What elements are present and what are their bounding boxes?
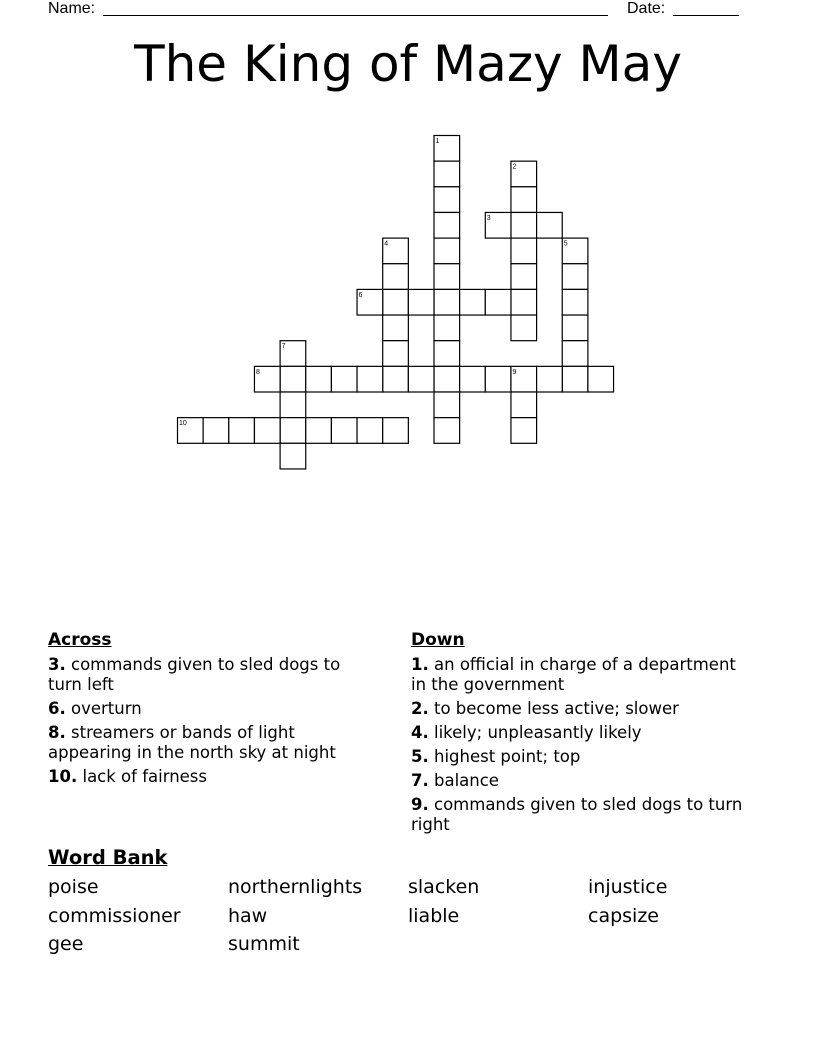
down-clue <box>411 771 751 791</box>
grid-cell[interactable] <box>434 289 460 315</box>
name-label: Name: <box>48 0 96 17</box>
across-clue-number: 10. <box>48 767 78 786</box>
down-clue-number: 5. <box>411 747 429 766</box>
grid-cell[interactable] <box>331 366 357 392</box>
word-bank-item: gee <box>48 933 84 955</box>
grid-cell[interactable] <box>511 289 537 315</box>
clue-number-10: 10 <box>179 420 187 428</box>
clue-number-9: 9 <box>512 368 517 376</box>
grid-cell[interactable] <box>383 264 409 290</box>
down-clue-text: an official in charge of a department in the government <box>411 655 736 694</box>
grid-cell[interactable] <box>511 187 537 213</box>
grid-cell[interactable] <box>511 238 537 264</box>
across-clue-text: streamers or bands of light appearing in the north sky at night <box>48 723 336 762</box>
down-clue <box>411 723 751 743</box>
word-bank-item: injustice <box>588 876 668 898</box>
grid-cell[interactable] <box>357 418 383 444</box>
grid-cell[interactable] <box>562 315 588 341</box>
grid-cell[interactable] <box>434 418 460 444</box>
down-clue-text: highest point; top <box>434 747 581 766</box>
grid-cell[interactable] <box>562 341 588 367</box>
down-clue-list <box>411 655 751 839</box>
grid-cell[interactable] <box>485 289 511 315</box>
down-clue <box>411 747 751 767</box>
word-bank-item: northernlights <box>228 876 363 898</box>
grid-cell[interactable] <box>511 418 537 444</box>
clue-number-3: 3 <box>486 214 491 222</box>
grid-cell[interactable] <box>383 366 409 392</box>
clue-number-1: 1 <box>435 138 440 145</box>
grid-cell[interactable] <box>434 315 460 341</box>
across-clue-number: 6. <box>48 699 66 718</box>
across-clue <box>48 655 378 695</box>
grid-cell[interactable] <box>408 366 434 392</box>
across-clue-text: lack of fairness <box>82 767 207 786</box>
grid-cell[interactable] <box>331 418 357 444</box>
date-label: Date: <box>627 0 666 17</box>
across-clue-text: commands given to sled dogs to turn left <box>48 655 341 694</box>
down-clue <box>411 795 751 835</box>
grid-cell[interactable] <box>357 366 383 392</box>
grid-cell[interactable] <box>383 289 409 315</box>
word-bank-item: commissioner <box>48 904 181 927</box>
down-clue-number: 4. <box>411 723 429 742</box>
grid-cell[interactable] <box>511 392 537 418</box>
grid-cell[interactable] <box>254 418 280 444</box>
grid-cell[interactable] <box>280 418 306 444</box>
grid-cell[interactable] <box>537 212 563 238</box>
grid-cell[interactable] <box>408 289 434 315</box>
grid-cell[interactable] <box>434 341 460 367</box>
clue-number-7: 7 <box>281 343 286 351</box>
grid-cell[interactable] <box>306 418 332 444</box>
grid-cell[interactable] <box>562 289 588 315</box>
grid-cell[interactable] <box>434 238 460 264</box>
grid-cell[interactable] <box>280 392 306 418</box>
across-clue <box>48 723 378 763</box>
grid-cell[interactable] <box>383 315 409 341</box>
grid-cell[interactable] <box>383 341 409 367</box>
clue-number-4: 4 <box>384 240 389 248</box>
grid-cell[interactable] <box>434 264 460 290</box>
down-clue-text: balance <box>434 771 499 790</box>
down-clue-text: to become less active; slower <box>434 699 679 718</box>
across-clue-text: overturn <box>71 699 142 718</box>
across-clue <box>48 767 378 787</box>
down-clue <box>411 699 751 719</box>
across-clue <box>48 699 378 719</box>
down-clue-number: 1. <box>411 655 429 674</box>
grid-cell[interactable] <box>511 264 537 290</box>
word-bank-heading: Word Bank <box>48 846 168 869</box>
word-bank-item: summit <box>228 933 300 955</box>
grid-cell[interactable] <box>511 212 537 238</box>
grid-cell[interactable] <box>537 366 563 392</box>
page-title: The King of Mazy May <box>134 35 682 93</box>
down-clue-text: commands given to sled dogs to turn right <box>411 795 743 834</box>
word-bank-item: capsize <box>588 904 659 927</box>
down-clue-number: 9. <box>411 795 429 814</box>
grid-cell[interactable] <box>306 366 332 392</box>
word-bank-item: liable <box>408 904 460 927</box>
down-clue-number: 2. <box>411 699 429 718</box>
down-clue-number: 7. <box>411 771 429 790</box>
word-bank-item: haw <box>228 904 268 927</box>
down-clue <box>411 655 751 695</box>
word-bank <box>48 874 768 960</box>
clue-number-6: 6 <box>358 291 363 299</box>
word-bank-item: poise <box>48 876 99 898</box>
grid-cell[interactable] <box>434 161 460 187</box>
grid-cell[interactable] <box>434 392 460 418</box>
clue-number-2: 2 <box>512 163 517 171</box>
down-heading: Down <box>411 630 465 650</box>
word-bank-item: slacken <box>408 876 480 898</box>
down-clue-text: likely; unpleasantly likely <box>434 723 642 742</box>
clue-number-8: 8 <box>255 368 260 376</box>
clue-number-5: 5 <box>563 240 568 248</box>
across-clue-number: 8. <box>48 723 66 742</box>
grid-cell[interactable] <box>383 418 409 444</box>
grid-cell[interactable] <box>280 366 306 392</box>
grid-cell[interactable] <box>229 418 255 444</box>
grid-cell[interactable] <box>562 366 588 392</box>
grid-cell[interactable] <box>280 443 306 469</box>
grid-cell[interactable] <box>434 187 460 213</box>
across-clue-number: 3. <box>48 655 66 674</box>
across-clue-list <box>48 655 378 791</box>
grid-cell[interactable] <box>203 418 229 444</box>
grid-cell[interactable] <box>511 315 537 341</box>
crossword-grid <box>0 0 816 520</box>
grid-cell[interactable] <box>485 366 511 392</box>
grid-cell[interactable] <box>588 366 614 392</box>
grid-cell[interactable] <box>434 212 460 238</box>
grid-cell[interactable] <box>434 366 460 392</box>
grid-cell[interactable] <box>562 264 588 290</box>
across-heading: Across <box>48 630 112 650</box>
grid-cell[interactable] <box>460 366 486 392</box>
grid-cell[interactable] <box>460 289 486 315</box>
